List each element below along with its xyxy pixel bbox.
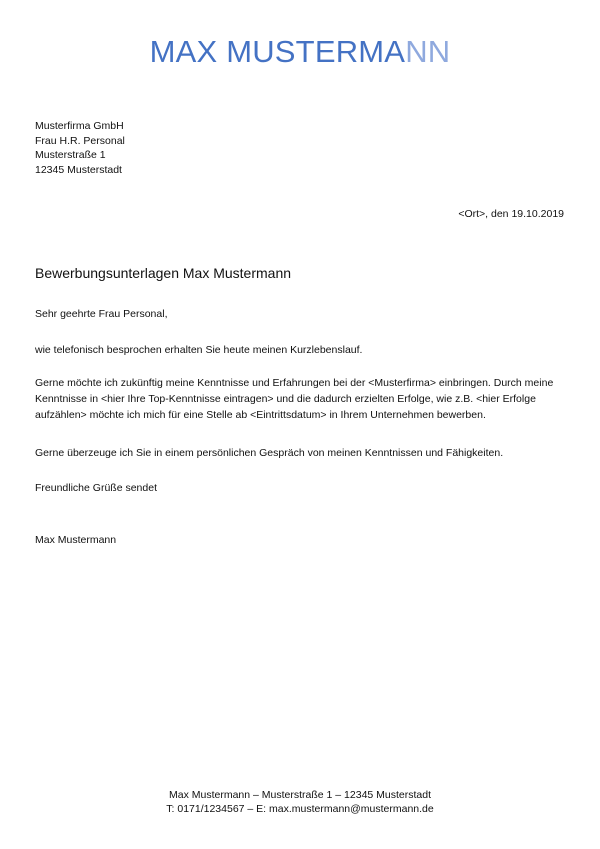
footer-contact: [0, 789, 600, 816]
footer-phone-email: T: 0171/1234567 – E: max.mustermann@mustermann.de: [166, 802, 434, 815]
place-date-line: <Ort>, den 19.10.2019: [458, 208, 564, 220]
recipient-company: Musterfirma GmbH: [35, 120, 124, 132]
paragraph-motivation-line: aufzählen> möchte ich mich für eine Stelle ab <Eintrittsdatum> in Ihrem Unternehmen bewerben.: [35, 408, 486, 421]
recipient-city: 12345 Musterstadt: [35, 163, 122, 176]
recipient-address: [35, 119, 125, 177]
letterhead-name-fade: NN: [405, 34, 451, 69]
paragraph-intro: wie telefonisch besprochen erhalten Sie heute meinen Kurzlebenslauf.: [35, 344, 363, 356]
paragraph-motivation-line: Kenntnisse in <hier Ihre Top-Kenntnisse eintragen> und die dadurch erzielten Erfolge, wie z.B. <hier Erfolge: [35, 392, 536, 405]
subject-line: Bewerbungsunterlagen Max Mustermann: [35, 265, 292, 281]
letterhead-name: [0, 34, 600, 70]
signature-name: Max Mustermann: [35, 534, 117, 546]
paragraph-motivation-line: Gerne möchte ich zukünftig meine Kenntnisse und Erfahrungen bei der <Musterfirma> einbringen. Durch meine: [35, 377, 554, 389]
footer-address: Max Mustermann – Musterstraße 1 – 12345 Musterstadt: [168, 789, 432, 801]
recipient-street: Musterstraße 1: [35, 149, 106, 161]
paragraph-interview: Gerne überzeuge ich Sie in einem persönlichen Gespräch von meinen Kenntnissen und Fähigkeiten.: [35, 447, 504, 459]
recipient-contact: Frau H.R. Personal: [35, 134, 125, 147]
salutation: Sehr geehrte Frau Personal,: [35, 308, 168, 320]
paragraph-motivation: [35, 376, 565, 423]
letterhead-name-main: MAX MUSTERMA: [149, 34, 406, 69]
closing-phrase: Freundliche Grüße sendet: [35, 482, 157, 494]
